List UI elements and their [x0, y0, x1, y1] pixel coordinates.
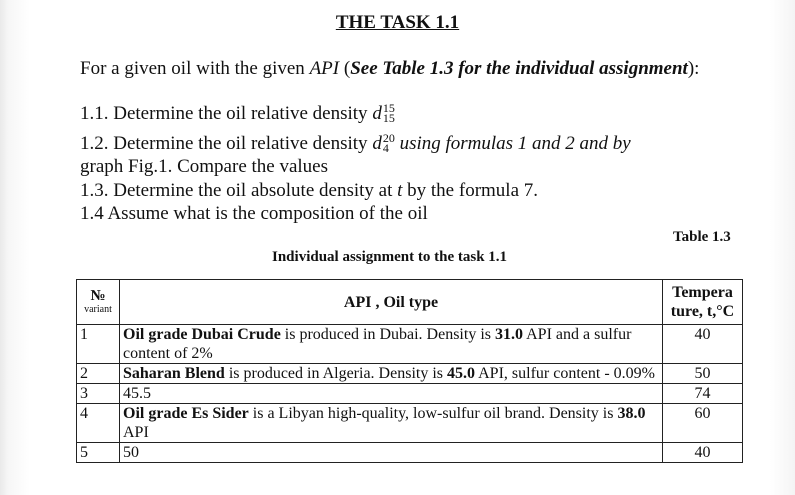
temperature-value: 50	[663, 364, 743, 384]
temperature-value: 40	[663, 443, 743, 463]
table-row	[77, 384, 743, 404]
oil-description: Oil grade Es Sider is a Libyan high-quality, low-sulfur oil brand. Density is 38.0 API	[120, 404, 663, 443]
header-variant: № variant	[77, 280, 120, 325]
temperature-value: 74	[663, 384, 743, 404]
table-row	[77, 364, 743, 384]
task-1-2-continued: graph Fig.1. Compare the values	[80, 156, 329, 177]
variant-number: 4	[77, 404, 120, 443]
task-1-2: 1.2. Determine the oil relative density d 20 4 using formulas 1 and 2 and by	[80, 130, 631, 155]
task-1-3: 1.3. Determine the oil absolute density at t by the formula 7.	[80, 180, 539, 201]
table-caption: Individual assignment to the task 1.1	[272, 249, 508, 265]
page-title: THE TASK 1.1	[335, 12, 460, 33]
table-header-row	[77, 280, 743, 325]
table-label: Table 1.3	[673, 229, 731, 245]
header-temperature: Tempera ture, t,°C	[663, 280, 743, 325]
density-index: 20 4	[382, 130, 395, 155]
variant-number: 3	[77, 384, 120, 404]
assignment-table	[76, 279, 743, 463]
oil-description: Saharan Blend is produced in Algeria. Density is 45.0 API, sulfur content - 0.09%	[120, 364, 663, 384]
density-index: 15 15	[382, 100, 395, 125]
temperature-value: 40	[663, 325, 743, 364]
task-1-1: 1.1. Determine the oil relative density d 15 15	[80, 100, 395, 125]
variant-number: 1	[77, 325, 120, 364]
header-api-oil-type: API , Oil type	[120, 280, 663, 325]
oil-description: 45.5	[120, 384, 663, 404]
table-row	[77, 443, 743, 463]
table-row	[77, 404, 743, 443]
variant-number: 5	[77, 443, 120, 463]
intro-paragraph: For a given oil with the given API (See Table 1.3 for the individual assignment):	[80, 58, 700, 79]
oil-description: Oil grade Dubai Crude is produced in Dubai. Density is 31.0 API and a sulfur content of 2%	[120, 325, 663, 364]
task-1-4: 1.4 Assume what is the composition of the oil	[80, 203, 428, 224]
variant-number: 2	[77, 364, 120, 384]
temperature-value: 60	[663, 404, 743, 443]
oil-description: 50	[120, 443, 663, 463]
table-reference: See Table 1.3 for the individual assignment	[350, 58, 688, 79]
table-row	[77, 325, 743, 364]
